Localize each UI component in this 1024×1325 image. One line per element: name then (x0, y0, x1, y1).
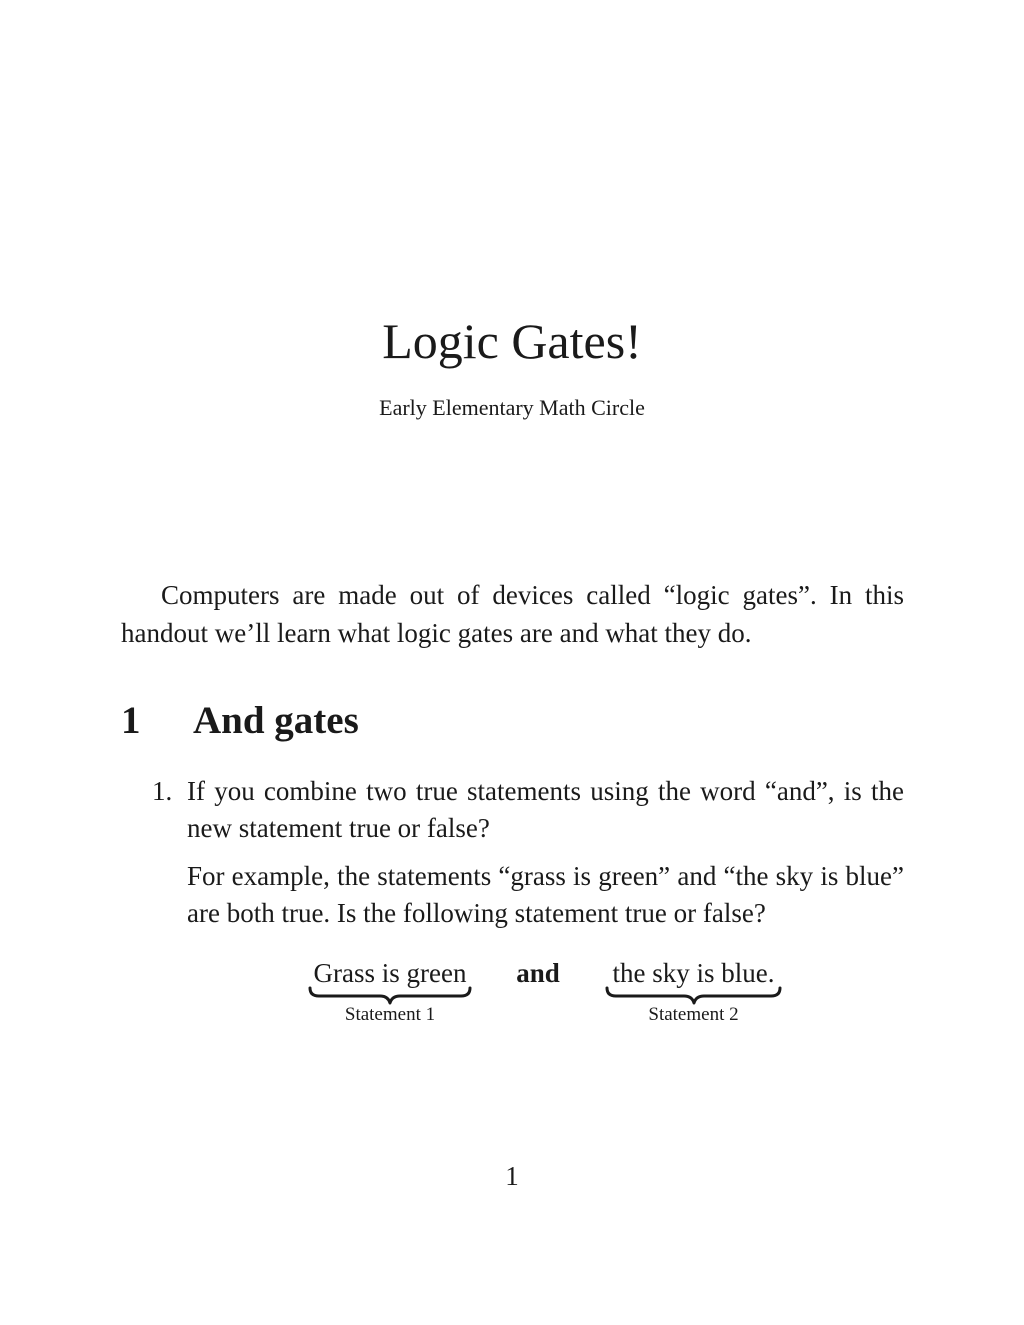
underbrace-icon (307, 985, 473, 1005)
statement-2-label: Statement 2 (648, 1004, 739, 1025)
document-title: Logic Gates! (382, 313, 642, 369)
problem-number: 1. (152, 776, 173, 806)
conjunction-and: and (516, 958, 560, 988)
underbrace-icon (604, 985, 783, 1005)
section-heading (121, 698, 359, 744)
problem-question: If you combine two true statements using the word “and”, is the new statement true or false? (187, 776, 904, 843)
statement-1-text: Grass is green (313, 958, 467, 988)
page-number: 1 (505, 1161, 519, 1191)
statement-2-text: the sky is blue. (612, 958, 775, 988)
statement-1-label: Statement 1 (344, 1004, 436, 1025)
section-title: And gates (193, 699, 359, 742)
document-subtitle: Early Elementary Math Circle (379, 395, 645, 420)
section-number: 1 (121, 699, 141, 742)
problem-example: For example, the statements “grass is green” and “the sky is blue” are both true. Is the following statement true or false? (187, 861, 904, 928)
intro-paragraph: Computers are made out of devices called “logic gates”. In this handout we’ll learn what logic gates are and what they do. (121, 580, 904, 648)
